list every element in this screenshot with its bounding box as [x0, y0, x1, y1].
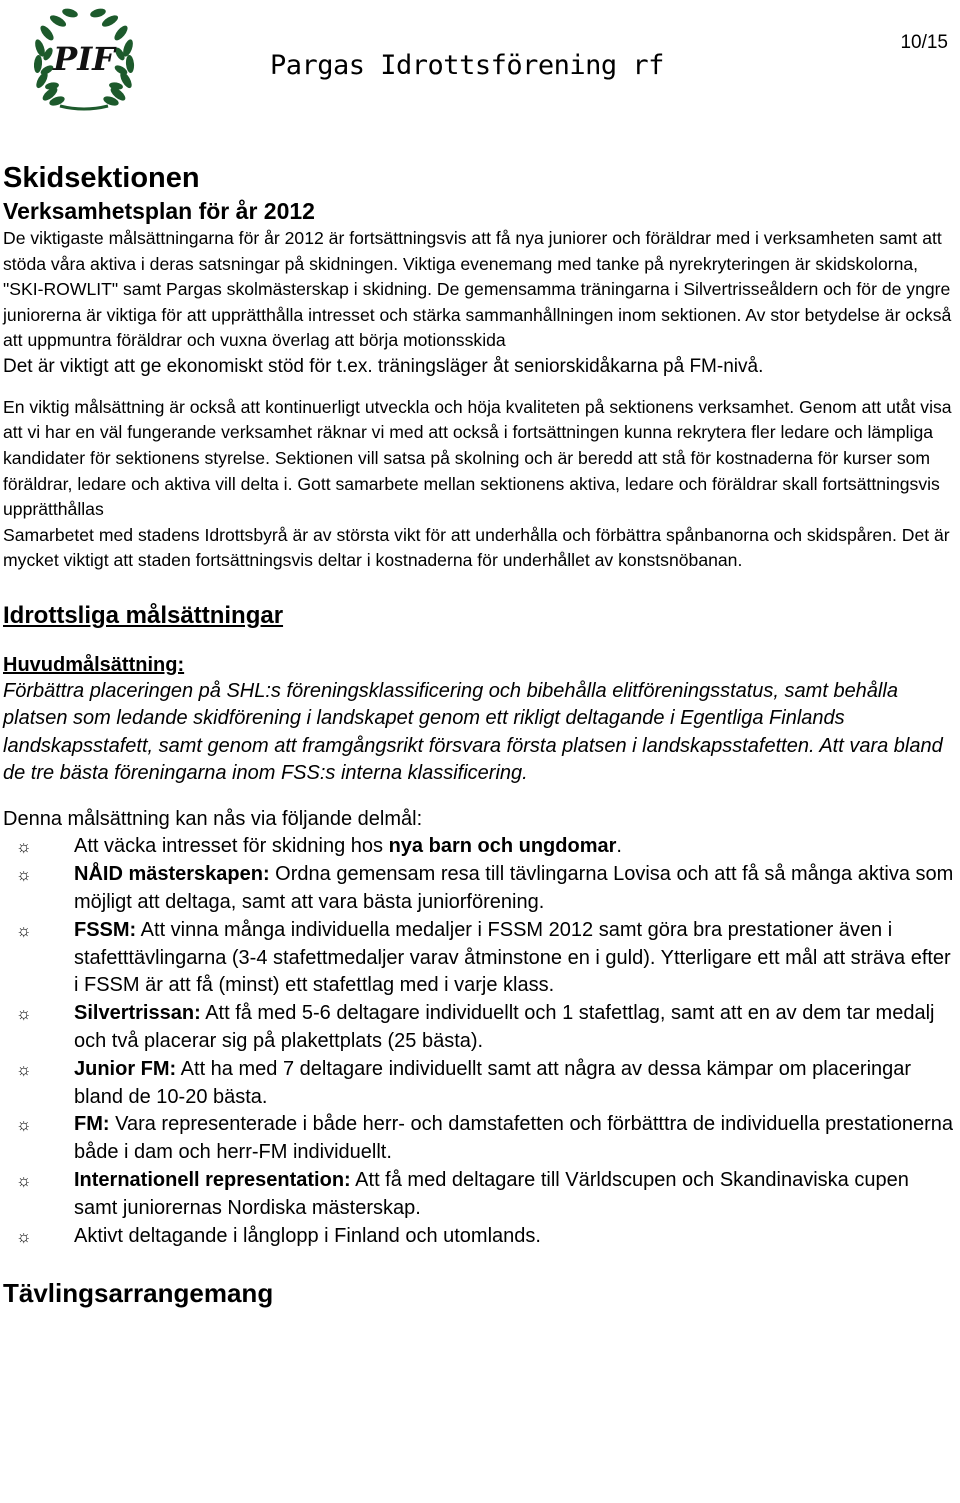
page-number: 10/15 [900, 32, 948, 53]
list-item [3, 1167, 957, 1223]
intro-paragraph-1: De viktigaste målsättningarna för år 2012 är fortsättningsvis att få nya juniorer och föräldrar med i verksamheten samt att stöda våra aktiva i deras satsningar på skidningen. Viktiga evenemang med tanke på nyrekryteringen är skidskolorna, "SKI-ROWLIT" samt Pargas skolmästerskap i skidning. De gemensamma träningarna i Silvertrisseåldern och för de yngre juniorerna är viktiga för att upprätthålla intresset och stärka sammanhållningen inom sektionen. Av stor betydelse är också att uppmuntra föräldrar och vuxna överlag att börja motionsskida [3, 228, 952, 351]
list-item [3, 833, 957, 861]
intro-paragraph-3: En viktig målsättning är också att kontinuerligt utveckla och höja kvaliteten på sektionens verksamhet. Genom att utåt visa att vi har en väl fungerande verksamhet räknar vi med att också i fortsättningen kunna rekrytera fler ledare och lämpliga kandidater för sektionens styrelse. Sektionen vill satsa på skolning och är beredd att stå för kostnaderna för kurser som föräldrar, ledare och aktiva vill delta i. Gott samarbete mellan sektionens aktiva, ledare och föräldrar skall fortsättningsvis upprätthållas [3, 396, 952, 520]
list-item-text: Aktivt deltagande i långlopp i Finland och utomlands. [74, 1224, 541, 1247]
list-item [3, 861, 957, 917]
list-item-label: Junior FM: [74, 1057, 177, 1080]
list-item-text: Att få med 5-6 deltagare individuellt och 1 stafettlag, samt att en av dem tar medalj och två placerar sig på plakettplats (25 bästa). [74, 1002, 935, 1052]
sun-bullet-icon: ☼ [16, 920, 32, 940]
list-item-emphasis: nya barn och ungdomar [388, 835, 617, 858]
list-item-label: Silvertrissan: [74, 1002, 201, 1025]
intro-paragraph-2: Det är viktigt att ge ekonomiskt stöd för t.ex. träningsläger åt seniorskidåkarna på FM-nivå. [3, 355, 764, 377]
sun-bullet-icon: ☼ [16, 1004, 32, 1024]
list-item [3, 1056, 957, 1112]
list-item-label: FSSM: [74, 918, 137, 941]
document-body [3, 160, 957, 1310]
list-item-label: FM: [74, 1113, 110, 1136]
list-item [3, 1223, 957, 1251]
subgoals-intro: Denna målsättning kan nås via följande delmål: [3, 807, 423, 830]
list-item-text: Att väcka intresset för skidning hos [74, 835, 389, 858]
list-item [3, 917, 957, 1000]
list-item-label: Internationell representation: [74, 1168, 351, 1191]
organization-name: Pargas Idrottsförening rf [270, 50, 664, 81]
svg-text:PIF: PIF [53, 40, 115, 78]
plan-subtitle: Verksamhetsplan för år 2012 [3, 198, 315, 224]
sun-bullet-icon: ☼ [16, 1226, 32, 1246]
sun-bullet-icon: ☼ [16, 1170, 32, 1190]
sun-bullet-icon: ☼ [16, 1115, 32, 1135]
sun-bullet-icon: ☼ [16, 837, 32, 857]
sun-bullet-icon: ☼ [16, 865, 32, 885]
list-item [3, 1111, 957, 1167]
main-goal-heading: Huvudmålsättning: [3, 653, 185, 676]
section-title: Skidsektionen [3, 162, 200, 194]
laurel-wreath-logo [30, 4, 138, 114]
list-item-tail: . [616, 835, 622, 858]
list-item [3, 1000, 957, 1056]
next-section-title: Tävlingsarrangemang [3, 1278, 274, 1309]
main-goal-text: Förbättra placeringen på SHL:s föreningsklassificering och bibehålla elitföreningsstatus, samt behålla platsen som ledande skidförening i landskapet genom ett rikligt deltagande i Egentliga Finlands landskapsstafett, samt genom att framgångsrikt försvara första platsen i landskapsstafetten. Att vara bland de tre bästa föreningarna inom FSS:s interna klassificering. [3, 679, 943, 785]
list-item-text: Vara representerade i både herr- och damstafetten och förbätttra de individuella prestationerna både i dam och herr-FM individuellt. [74, 1113, 954, 1164]
intro-paragraph-4: Samarbetet med stadens Idrottsbyrå är av största vikt för att underhålla och förbättra spånbanorna och skidspåren. Det är mycket viktigt att staden fortsättningsvis deltar i kostnaderna för underhållet av konstsnöbanan. [3, 524, 950, 571]
sport-goals-heading: Idrottsliga målsättningar [3, 601, 284, 629]
subgoals-list [3, 833, 957, 1250]
list-item-text: Att ha med 7 deltagare individuellt samt att några av dessa kämpar om placeringar bland de 10-20 bästa. [74, 1057, 912, 1108]
list-item-text: Att vinna många individuella medaljer i FSSM 2012 samt göra bra prestationer även i stafetttävlingarna (3-4 stafettmedaljer varav åtminstone en i guld). Ytterligare ett mål att sträva efter i FSSM är att få (minst) ett stafettlag med i varje klass. [74, 918, 951, 997]
list-item-label: NÅID mästerskapen: [74, 863, 270, 886]
sun-bullet-icon: ☼ [16, 1059, 32, 1079]
list-item-text: Att få med deltagare till Världscupen och Skandinaviska cupen samt juniorernas Nordiska mästerskap. [74, 1168, 909, 1219]
list-item-text: Ordna gemensam resa till tävlingarna Lovisa och att få så många aktiva som möjligt att deltaga, samt att vara bästa juniorförening. [74, 863, 954, 914]
